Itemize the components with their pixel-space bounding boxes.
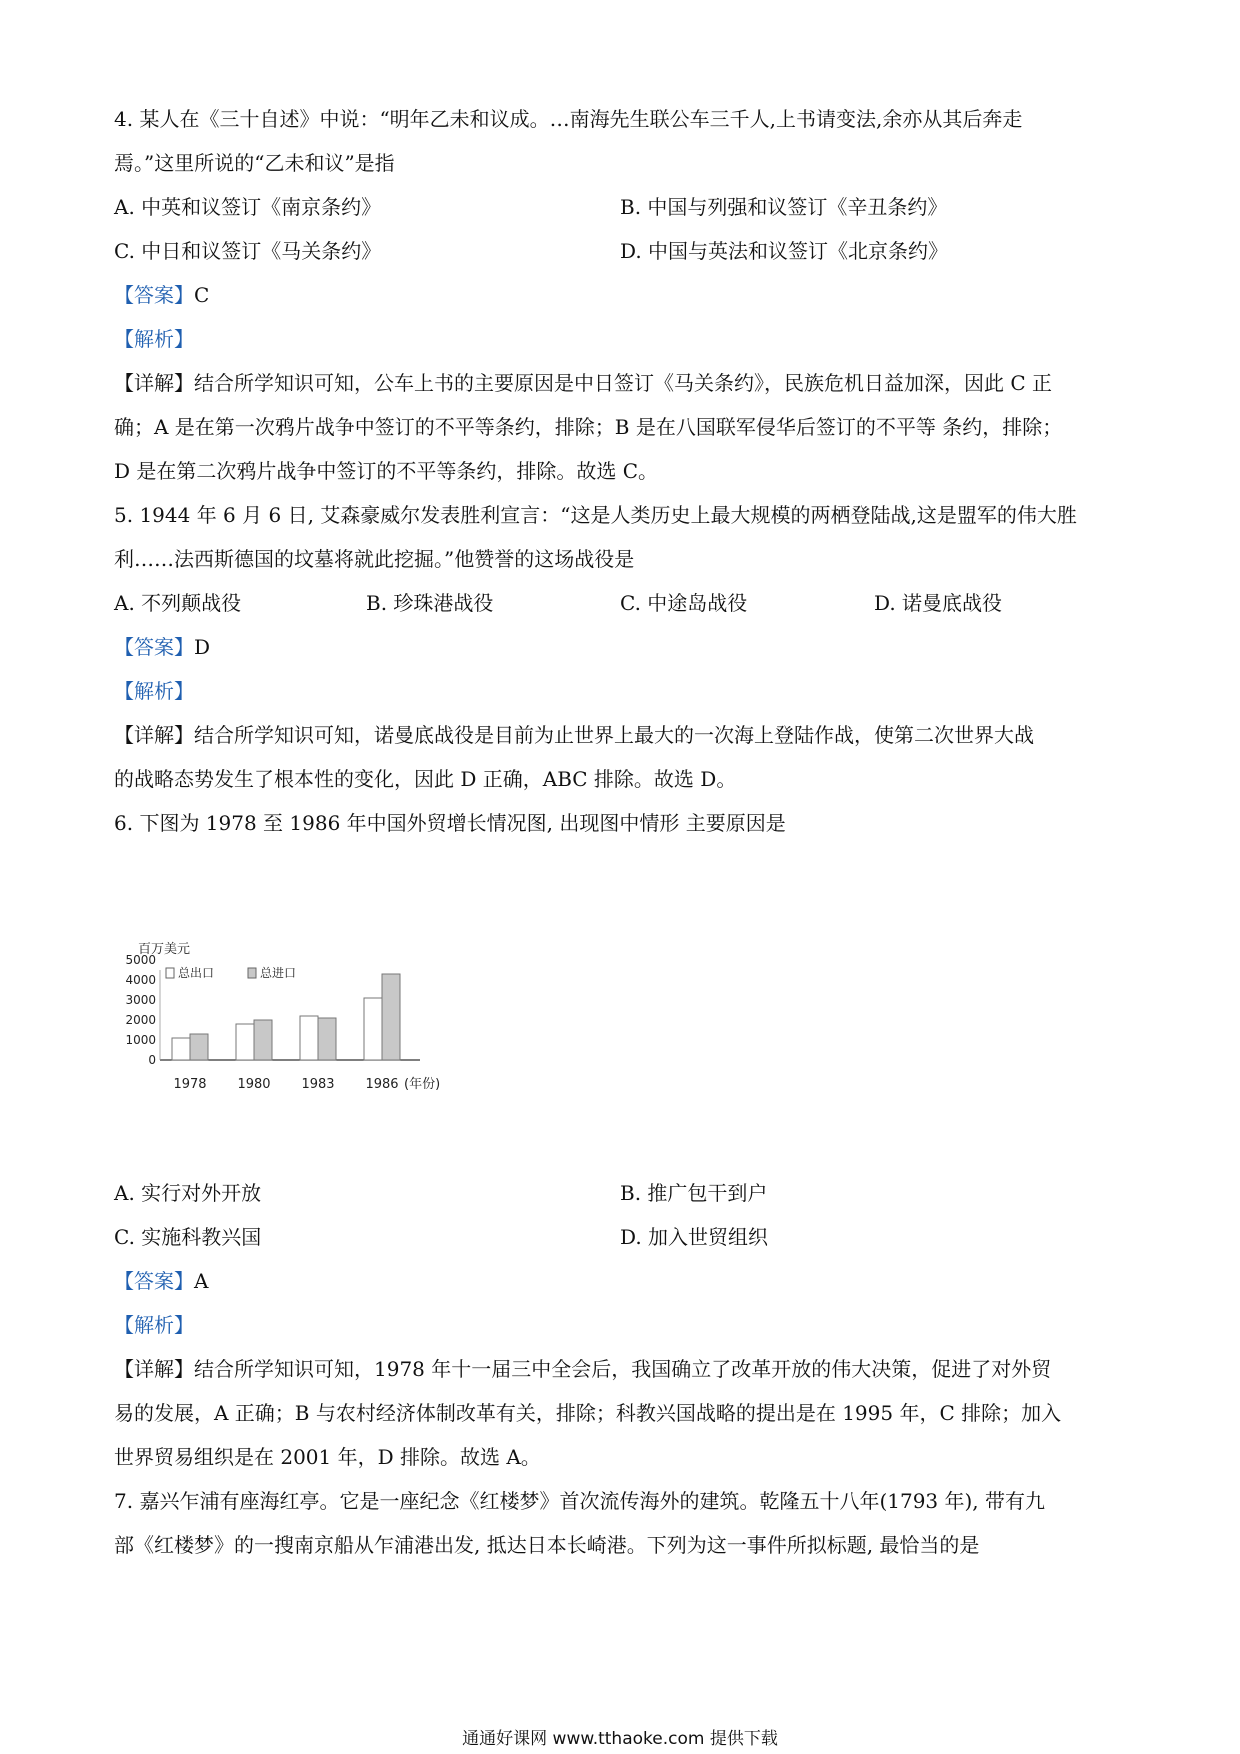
x-tick-label: 1986 xyxy=(365,1077,399,1092)
footer-source: 通通好课网 www.tthaoke.com 提供下载 xyxy=(462,1729,778,1749)
bar-总出口-1986 xyxy=(364,998,382,1060)
bar-总进口-1978 xyxy=(190,1034,208,1060)
q5-stem-line-1: 5. 1944 年 6 月 6 日, 艾森豪威尔发表胜利宣言：“这是人类历史上最大规模的两栖登陆战,这是盟军的伟大胜 xyxy=(114,503,1077,527)
q5-detail-line-1: 【详解】结合所学知识可知，诺曼底战役是目前为止世界上最大的一次海上登陆作战，使第二次世界大战 xyxy=(114,723,1034,747)
q4-option-c: C. 中日和议签订《马关条约》 xyxy=(114,239,382,263)
q6-option-d: D. 加入世贸组织 xyxy=(620,1225,769,1249)
q5-option-a: A. 不列颠战役 xyxy=(114,591,242,615)
y-tick-label: 5000 xyxy=(125,953,156,967)
q6-detail-line-1: 【详解】结合所学知识可知，1978 年十一届三中全会后，我国确立了改革开放的伟大决策，促进了对外贸 xyxy=(114,1357,1052,1381)
q6-option-b: B. 推广包干到户 xyxy=(620,1181,768,1205)
bar-总出口-1980 xyxy=(236,1024,254,1060)
answer-tag: 【答案】 xyxy=(114,1269,194,1293)
q5-option-c: C. 中途岛战役 xyxy=(620,591,748,615)
q6-stem-line-1: 6. 下图为 1978 至 1986 年中国外贸增长情况图, 出现图中情形 主要原因是 xyxy=(114,811,786,835)
answer-tag: 【答案】 xyxy=(114,635,194,659)
y-tick-label: 1000 xyxy=(125,1033,156,1047)
bar-总出口-1983 xyxy=(300,1016,318,1060)
q7-stem-line-1: 7. 嘉兴乍浦有座海红亭。它是一座纪念《红楼梦》首次流传海外的建筑。乾隆五十八年(1793 年), 带有九 xyxy=(114,1489,1046,1513)
y-tick-label: 3000 xyxy=(125,993,156,1007)
q4-detail-line-1: 【详解】结合所学知识可知，公车上书的主要原因是中日签订《马关条约》，民族危机日益加深，因此 C 正 xyxy=(114,371,1053,395)
q4-answer xyxy=(114,282,209,308)
answer-value: A xyxy=(194,1269,209,1293)
q4-stem-line-1: 4. 某人在《三十自述》中说：“明年乙未和议成。…南海先生联公车三千人,上书请变法,余亦从其后奔走 xyxy=(114,107,1023,131)
answer-value: D xyxy=(194,635,211,659)
q6-answer xyxy=(114,1268,208,1294)
y-axis-label: 百万美元 xyxy=(138,942,191,957)
bar-总进口-1983 xyxy=(318,1018,336,1060)
q4-option-b: B. 中国与列强和议签订《辛丑条约》 xyxy=(620,195,948,219)
legend-swatch xyxy=(248,968,256,978)
legend-label: 总进口 xyxy=(260,966,297,980)
q4-detail-line-2: 确；A 是在第一次鸦片战争中签订的不平等条约，排除；B 是在八国联军侵华后签订的不平等 条约，排除； xyxy=(114,415,1063,439)
q4-stem-line-2: 焉。”这里所说的“乙未和议”是指 xyxy=(114,151,395,175)
bar-总进口-1980 xyxy=(254,1020,272,1060)
q7-stem-line-2: 部《红楼梦》的一搜南京船从乍浦港出发, 抵达日本长崎港。下列为这一事件所拟标题, 最恰当的是 xyxy=(114,1533,980,1557)
bar-总进口-1986 xyxy=(382,974,400,1060)
y-tick-label: 0 xyxy=(148,1053,156,1067)
q4-detail-line-3: D 是在第二次鸦片战争中签订的不平等条约，排除。故选 C。 xyxy=(114,459,659,483)
x-tick-label: 1983 xyxy=(301,1077,335,1092)
x-tick-label: 1980 xyxy=(237,1077,271,1092)
x-axis-unit-label: (年份) xyxy=(404,1077,441,1092)
y-tick-label: 4000 xyxy=(125,973,156,987)
trade-bar-chart xyxy=(118,940,478,1110)
q6-analysis-tag: 【解析】 xyxy=(114,1313,194,1337)
q5-answer xyxy=(114,634,210,660)
q5-analysis-tag: 【解析】 xyxy=(114,679,194,703)
q4-option-d: D. 中国与英法和议签订《北京条约》 xyxy=(620,239,949,263)
bar-总出口-1978 xyxy=(172,1038,190,1060)
legend-swatch xyxy=(166,968,174,978)
q6-detail-line-3: 世界贸易组织是在 2001 年，D 排除。故选 A。 xyxy=(114,1445,541,1469)
x-tick-label: 1978 xyxy=(173,1077,207,1092)
q5-option-d: D. 诺曼底战役 xyxy=(874,591,1003,615)
q6-detail-line-2: 易的发展，A 正确；B 与农村经济体制改革有关，排除；科教兴国战略的提出是在 1995 年，C 排除；加入 xyxy=(114,1401,1062,1425)
q4-analysis-tag: 【解析】 xyxy=(114,327,194,351)
q5-stem-line-2: 利……法西斯德国的坟墓将就此挖掘。”他赞誉的这场战役是 xyxy=(114,547,635,571)
q5-option-b: B. 珍珠港战役 xyxy=(366,591,494,615)
q6-option-a: A. 实行对外开放 xyxy=(114,1181,262,1205)
q5-detail-line-2: 的战略态势发生了根本性的变化，因此 D 正确，ABC 排除。故选 D。 xyxy=(114,767,737,791)
q6-option-c: C. 实施科教兴国 xyxy=(114,1225,262,1249)
q4-option-a: A. 中英和议签订《南京条约》 xyxy=(114,195,382,219)
answer-value: C xyxy=(194,283,210,307)
legend-label: 总出口 xyxy=(178,966,215,980)
answer-tag: 【答案】 xyxy=(114,283,194,307)
y-tick-label: 2000 xyxy=(125,1013,156,1027)
